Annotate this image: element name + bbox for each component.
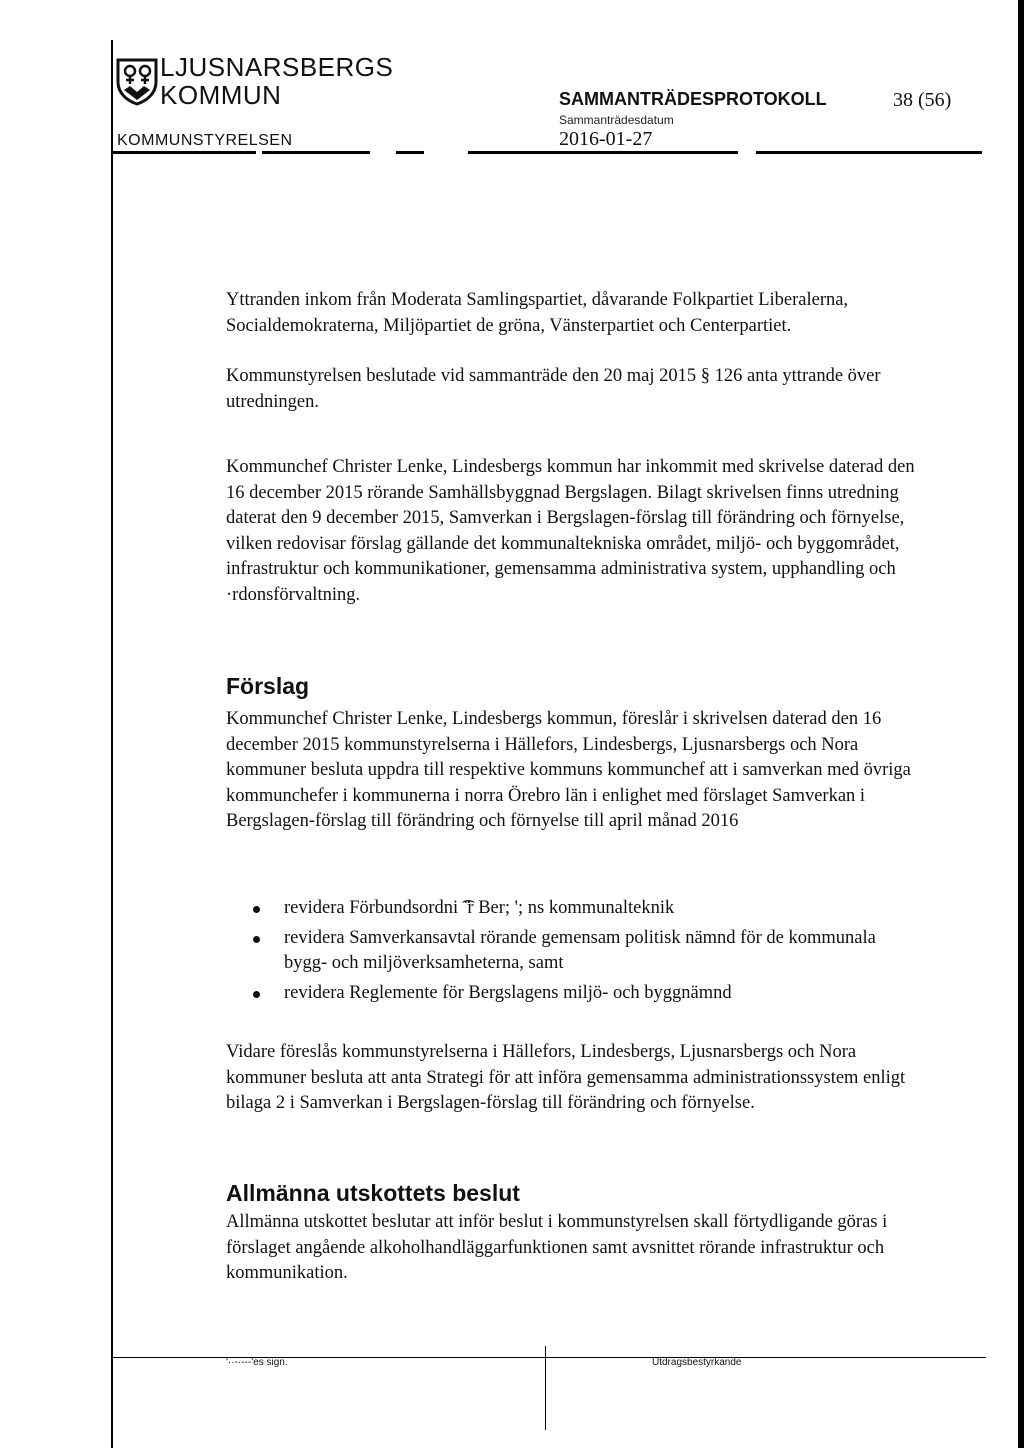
list-item: revidera Förbundsordni ͡ ̈r Ber; '; ns kommunalteknik — [226, 896, 916, 922]
page-number: 38 (56) — [893, 89, 952, 111]
proposal-bullet-list — [226, 896, 916, 1010]
header-rule — [396, 151, 424, 154]
paragraph-statements: Yttranden inkom från Moderata Samlingspartiet, dåvarande Folkpartiet Liberalerna, Socialdemokraterna, Miljöpartiet de gröna, Vänsterpartiet och Centerpartiet. — [226, 290, 849, 336]
left-margin-rule — [111, 40, 113, 1448]
paragraph-committee-decision: Allmänna utskottet beslutar att inför beslut i kommunstyrelsen skall förtydligande göras i förslaget angående alkoholhandläggarfunktionen samt avsnittet rörande infrastruktur och kommunikation. — [226, 1212, 888, 1283]
paragraph-letter: Kommunchef Christer Lenke, Lindesbergs kommun har inkommit med skrivelse daterad den 16 december 2015 rörande Samhällsbyggnad Bergslagen. Bilagt skrivelsen finns utredning daterat den 9 december 2015, Samverkan i Bergslagen-förslag till förändring och förnyelse, vilken redovisar förslag gällande det kommunaltekniska området, miljö- och byggområdet, infrastruktur och kommunikationer, gemensamma administrativa system, upphandling och ·rdonsförvaltning. — [226, 457, 915, 605]
heading-committee-decision: Allmänna utskottets beslut — [226, 1180, 520, 1206]
municipality-name-line1: LJUSNARSBERGS — [160, 52, 394, 82]
board-name: KOMMUNSTYRELSEN — [117, 132, 293, 149]
header-rule — [262, 151, 370, 154]
list-item: revidera Samverkansavtal rörande gemensam politisk nämnd för de kommunala bygg- och miljöverksamheterna, samt — [226, 926, 916, 977]
list-item: revidera Reglemente för Bergslagens miljö- och byggnämnd — [226, 981, 916, 1007]
meeting-date-label: Sammanträdesdatum — [559, 113, 674, 127]
header-rule — [756, 151, 982, 154]
meeting-date: 2016-01-27 — [559, 128, 653, 150]
signature-label: '··-·---'es sign. — [226, 1357, 288, 1368]
scan-edge — [1018, 0, 1024, 1448]
paragraph-further-proposal: Vidare föreslås kommunstyrelserna i Hällefors, Lindesbergs, Ljusnarsbergs och Nora kommuner besluta att anta Strategi för att införa gemensamma administrationssystem enligt bilaga 2 i Samverkan i Bergslagen-förslag till förändring och förnyelse. — [226, 1042, 906, 1113]
municipality-name-line2: KOMMUN — [160, 80, 282, 110]
paragraph-proposal: Kommunchef Christer Lenke, Lindesbergs kommun, föreslår i skrivelsen daterad den 16 december 2015 kommunstyrelserna i Hällefors, Lindesbergs, Ljusnarsbergs och Nora kommuner besluta uppdra till respektive kommuns kommunchef att i samverkan med övriga kommunchefer i kommunerna i norra Örebro län i enlighet med förslaget Samverkan i Bergslagen-förslag till förändring och förnyelse till april månad 2016 — [226, 709, 911, 831]
heading-proposal: Förslag — [226, 673, 310, 699]
document-type: SAMMANTRÄDESPROTOKOLL — [559, 89, 827, 109]
municipality-logo — [114, 56, 160, 106]
extract-certification-label: Utdragsbestyrkande — [652, 1357, 742, 1368]
header-rule — [468, 151, 738, 154]
header-rule — [113, 151, 256, 154]
paragraph-board-decision: Kommunstyrelsen beslutade vid sammanträde den 20 maj 2015 § 126 anta yttrande över utredningen. — [226, 366, 881, 412]
footer-separator — [545, 1346, 546, 1430]
